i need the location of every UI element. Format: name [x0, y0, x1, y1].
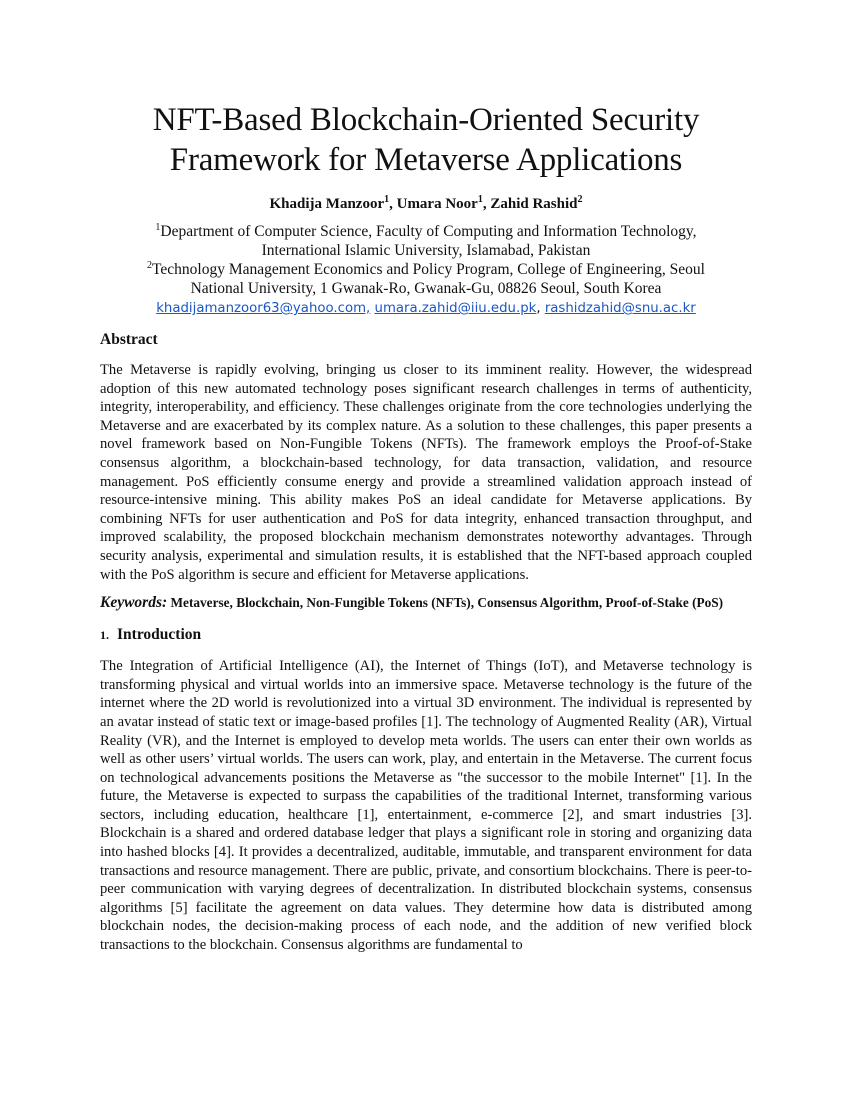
affiliation-line: National University, 1 Gwanak-Ro, Gwanak-Gu, 08826 Seoul, South Korea	[190, 280, 662, 297]
author-name: Umara Noor	[396, 196, 478, 212]
introduction-body: The Integration of Artificial Intelligence (AI), the Internet of Things (IoT), and Metaverse technology is transforming physical and virtual worlds into an immersive space. Metaverse technology is the future of the internet where the 2D world is revolutionized into a virtual 3D environment. The individual is represented by an avatar instead of static text or image-based profiles [1]. The technology of Augmented Reality (AR), Virtual Reality (VR), and the Internet is employed to develop meta worlds. The users can enter their own worlds as well as other users’ virtual worlds. The users can work, play, and entertain in the Metaverse. The current focus on technological advancements positions the Metaverse as "the successor to the mobile Internet" [1]. In the future, the Metaverse is expected to surpass the capabilities of the traditional Internet, transforming various sectors, including education, healthcare [1], entertainment, e-commerce [2], and smart industries [3]. Blockchain is a shared and ordered database ledger that plays a significant role in storing and organizing data into hashed blocks [4]. It provides a decentralized, auditable, immutable, and transparent environment for data transactions and resource management. There are public, private, and consortium blockchains. There is peer-to-peer communication with varying degrees of decentralization. In distributed blockchain systems, consensus algorithms [5] facilitate the agreement on data values. They determine how data is distributed among blockchain nodes, the decision-making process of each node, and the addition of new verified block transactions to the blockchain. Consensus algorithms are fundamental to	[100, 658, 752, 954]
affiliation-mark: 1	[155, 221, 161, 233]
affiliation-line: Department of Computer Science, Faculty of Computing and Information Technology,	[160, 223, 697, 240]
section-title: Introduction	[117, 626, 202, 644]
section-number: 1.	[100, 628, 109, 643]
author-name: Zahid Rashid	[490, 196, 578, 212]
abstract-body: The Metaverse is rapidly evolving, bringing us closer to its imminent reality. However, the widespread adoption of this new automated technology poses significant research challenges in terms of authenticity, integrity, interoperability, and efficiency. These challenges originate from the core technologies underlying the Metaverse and are exacerbated by its complex nature. As a solution to these challenges, this paper presents a novel framework based on Non-Fungible Tokens (NFTs). The framework employs the Proof-of-Stake consensus algorithm, a blockchain-based technology, for data transaction, validation, and resource management. PoS efficiently consume energy and provide a streamlined validation approach instead of resource-intensive mining. This ability makes PoS an ideal candidate for Metaverse applications. By combining NFTs for user authentication and PoS for data integrity, enhanced transaction throughput, and improved scalability, the proposed blockchain mechanism demonstrates noteworthy advantages. Through security analysis, experimental and simulation results, it is established that the NFT-based approach coupled with the PoS algorithm is secure and efficient for Metaverse applications.	[100, 362, 752, 583]
title-line-2: Framework for Metaverse Applications	[169, 142, 683, 178]
email-link[interactable]: rashidzahid@snu.ac.kr	[544, 301, 696, 316]
keywords	[100, 593, 752, 612]
abstract-heading: Abstract	[100, 331, 158, 348]
paper-title	[100, 100, 752, 180]
affiliation-line: International Islamic University, Islamabad, Pakistan	[261, 242, 591, 259]
paper-content	[100, 100, 752, 955]
keywords-list: Metaverse, Blockchain, Non-Fungible Tokens (NFTs), Consensus Algorithm, Proof-of-Stake (PoS)	[170, 595, 724, 611]
affiliations	[100, 222, 752, 298]
keywords-label: Keywords:	[100, 594, 168, 612]
author-affiliation-mark: 2	[577, 194, 583, 205]
author-name: Khadija Manzoor	[269, 196, 385, 212]
author-affiliation-mark: 1	[384, 194, 390, 205]
author-separator: ,	[389, 196, 397, 212]
email-list	[100, 299, 752, 318]
introduction-heading	[100, 625, 752, 645]
author-affiliation-mark: 1	[477, 194, 483, 205]
affiliation-mark: 2	[147, 259, 153, 271]
email-separator: ,	[536, 301, 545, 316]
title-line-1: NFT-Based Blockchain-Oriented Security	[152, 102, 700, 138]
email-link[interactable]: umara.zahid@iiu.edu.pk	[374, 301, 537, 316]
affiliation-1	[100, 222, 752, 260]
author-list	[100, 194, 752, 214]
affiliation-2	[100, 260, 752, 298]
author-separator: ,	[482, 196, 491, 212]
affiliation-line: Technology Management Economics and Policy Program, College of Engineering, Seoul	[152, 261, 705, 278]
email-link[interactable]: khadijamanzoor63@yahoo.com,	[156, 301, 371, 316]
